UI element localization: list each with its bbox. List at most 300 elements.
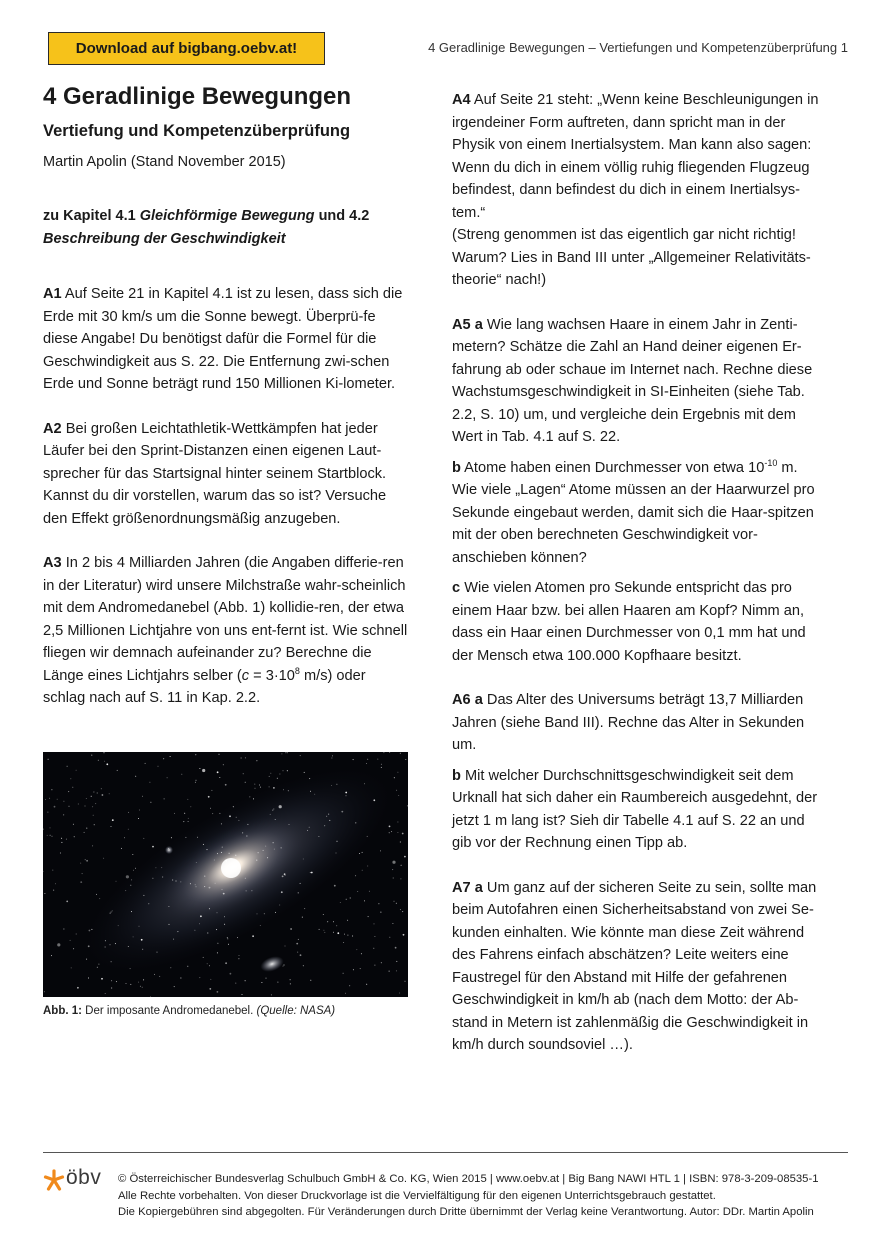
star [210,979,211,980]
star [309,827,310,828]
chapter-topic-2: Beschreibung der Geschwindigkeit [43,230,286,247]
star [97,793,98,794]
star [214,860,215,861]
star [298,939,299,940]
star [124,837,125,838]
star [111,826,112,827]
download-link-button[interactable]: Download auf bigbang.oebv.at! [48,32,325,65]
star [209,988,211,990]
star [394,901,395,902]
star [237,937,238,938]
star [287,770,288,771]
star [53,890,54,891]
star [362,852,363,853]
star [389,832,390,833]
star [283,966,284,967]
star [104,752,105,753]
star [373,948,374,949]
star [207,849,208,850]
star [256,760,257,761]
star [109,793,110,794]
star [383,752,384,753]
star [396,961,397,962]
star [239,955,240,956]
right-column [452,89,826,1057]
star [233,806,234,807]
star [163,758,164,759]
star [195,754,196,755]
task-text: Auf Seite 21 steht: „Wenn keine Beschleunigungen in irgendeiner Form auftreten, dann spricht man in der Physik von einem Inertialsystem. Man kann also sagen: Wenn du dich in einem völlig ruhig fliegenden Flugzeug befindest, dann befindest du dich in einem Inertialsys-tem.“ [452,92,819,221]
star [54,806,56,808]
star [60,853,61,854]
star [49,798,50,799]
star [168,848,169,849]
task-text: Wie lang wachsen Haare in einem Jahr in Zenti-metern? Schätze die Zahl an Hand deiner eigenen Er-fahrung ab oder schaue im Internet nach. Rechne diese Wachstumsgeschwindigkeit in SI-Einheiten (siehe Tab. 2.2, S. 10) um, und vergleiche dein Ergebnis mit dem Wert in Tab. 4.1 auf S. 22. [452,316,813,445]
task-label: A6 [452,692,471,708]
star [97,967,98,968]
star [116,981,117,982]
star [346,795,347,796]
satellite-galaxy-m110 [258,953,285,974]
star [143,838,144,839]
star [219,754,220,755]
star [111,988,112,989]
star [260,925,261,926]
caption-label: Abb. 1: [43,1005,82,1017]
star [68,791,69,792]
page-title: 4 Geradlinige Bewegungen [43,83,352,110]
task-label: A3 [43,555,62,571]
star [389,937,390,938]
star [249,796,250,797]
star [139,810,140,811]
star [112,910,113,911]
star [66,839,67,840]
star [78,804,79,805]
star [105,947,106,948]
star [148,903,149,904]
star [381,764,382,765]
star [364,900,365,901]
star [121,848,122,849]
star [353,759,354,760]
star [285,752,286,753]
star [245,878,246,879]
star [199,923,200,924]
star [396,970,397,971]
star [290,979,291,980]
star [190,883,191,884]
star [130,984,131,985]
star [57,943,60,946]
star [88,945,90,947]
star [207,933,208,934]
star [103,858,104,859]
star [176,881,177,882]
star [169,924,170,925]
star [346,899,347,900]
star [352,936,353,937]
star [381,962,382,963]
star [154,974,155,975]
star [106,763,108,765]
star [303,859,304,860]
star [116,881,117,882]
star [362,870,363,871]
star [142,796,143,797]
star [99,898,100,899]
star [141,939,143,941]
footer-text [118,1171,853,1221]
star [289,824,290,825]
star [255,788,256,789]
task-a6a [452,689,826,757]
star [112,819,114,821]
star [337,932,339,934]
star [185,837,186,838]
star [104,761,105,762]
star [290,928,292,930]
star [224,916,225,917]
star [61,842,62,843]
star [324,825,325,826]
star [48,759,49,760]
star [304,772,305,773]
exponent: -10 [764,457,778,468]
star [318,836,319,837]
star [181,774,182,775]
star [139,926,140,927]
star [274,849,275,850]
star [236,817,237,818]
star [199,977,200,978]
page-subtitle: Vertiefung und Kompetenzüberprüfung [43,122,351,140]
star [173,939,174,940]
star [207,963,208,964]
task-a6b [452,765,826,855]
star [105,940,106,941]
figure-caption [43,1005,335,1017]
star [199,768,200,769]
task-label: A1 [43,286,62,302]
star [61,838,62,839]
formula-var: c [241,667,250,684]
star [70,940,71,941]
star [138,982,139,983]
star [217,943,218,944]
star [270,814,271,815]
formula-exp: 8 [294,665,300,676]
star [128,946,129,947]
star [133,936,134,937]
star [215,883,216,884]
star [130,968,131,969]
star [142,949,143,950]
star [227,938,228,939]
star [373,799,375,801]
star [271,994,272,995]
task-text: In 2 bis 4 Milliarden Jahren (die Angaben differie-ren in der Literatur) wird unsere Milchstraße wahr-scheinlich mit dem Andromedanebel (Abb. 1) kollidie-ren, der etwa 2,5 Millionen Lichtjahre von uns ent-fernt ist. Wie schnell fliegen wir demnach aufeinander zu? Berechne die Länge eines Lichtjahrs selber [43,555,408,684]
star [135,868,136,869]
star [336,853,337,854]
formula-rest: m/s) oder schlag nach auf S. 11 in Kap. 2.2. [43,667,366,706]
star [130,885,131,886]
star [253,798,254,799]
star [45,799,46,800]
star [143,979,144,980]
star [287,752,288,753]
star [135,776,136,777]
star [84,832,85,833]
star [177,931,178,932]
star [300,954,302,956]
star [392,869,393,870]
star [76,770,77,771]
star [69,806,70,807]
star [203,844,204,845]
star [219,777,220,778]
star [374,923,375,924]
star [228,944,229,945]
star [118,925,119,926]
star [170,756,171,757]
star [256,860,257,861]
star [225,962,227,964]
footer-line-rights: Alle Rechte vorbehalten. Von dieser Druckvorlage ist die Vervielfältigung für den eigenen Unterrichtsgebrauch gestattet. [118,1189,716,1202]
star [190,806,191,807]
star [396,790,397,791]
star [275,819,276,820]
star [327,921,328,922]
task-a5b [452,457,826,570]
star [188,818,189,819]
star [392,861,395,864]
star [152,878,153,879]
star [397,832,398,833]
chapter-heading [43,205,409,250]
star [101,788,102,789]
star [381,767,382,768]
task-a1 [43,283,409,396]
star [204,886,205,887]
star [400,842,401,843]
star [331,785,332,786]
star [272,810,273,811]
star [360,968,361,969]
star [86,798,87,799]
star [195,782,196,783]
star [149,782,150,783]
star [91,755,92,756]
star [396,903,397,904]
star [334,885,336,887]
star [367,866,368,867]
star [319,929,320,930]
task-label: A5 [452,316,471,333]
star [368,916,369,917]
star [93,815,94,816]
star [95,803,96,804]
star [85,806,86,807]
star [310,872,311,873]
star [229,853,230,854]
star [197,837,198,838]
task-text-post: m. Wie viele „Lagen“ Atome müssen an der Haarwurzel pro Sekunde eingebaut werden, damit sich die Haar-spitzen mit der oben berechneten Geschwindigkeit vor-anschieben können? [452,459,815,566]
star [245,757,246,758]
star [51,789,52,790]
star [355,875,356,876]
star [85,859,86,860]
star [221,823,222,824]
star [400,909,401,910]
star [265,846,266,847]
star [269,786,270,787]
star [267,857,268,858]
star [180,881,181,882]
star [245,782,246,783]
star [242,994,243,995]
star [405,759,406,760]
star [277,778,278,779]
star [333,921,334,922]
star [344,934,345,935]
task-text-pre: Atome haben einen Durchmesser von etwa 10 [464,459,765,476]
star [343,973,344,974]
star [50,835,51,836]
star [359,853,360,854]
star [208,796,210,798]
task-a4-note: (Streng genommen ist das eigentlich gar nicht richtig! Warum? Lies in Band III unter „Allgemeiner Relativitäts-theorie“ nach!) [452,227,811,288]
author-line: Martin Apolin (Stand November 2015) [43,154,286,170]
star [217,952,218,953]
task-a2 [43,418,409,531]
star [285,946,286,947]
subtask-label: a [474,316,483,333]
star [143,895,144,896]
star [266,978,267,979]
caption-source: (Quelle: NASA) [256,1005,336,1017]
star [260,787,261,788]
star [243,773,244,774]
star [172,880,173,881]
star [345,792,347,794]
star [310,791,311,792]
star [235,983,236,984]
star [324,932,325,933]
star [261,982,262,983]
star [345,993,346,994]
star [389,971,390,972]
star [407,805,408,806]
star [402,833,404,835]
star [128,812,129,813]
star [347,920,348,921]
star [63,801,64,802]
star [300,755,301,756]
star [183,821,184,822]
star [131,911,132,912]
star [126,875,129,878]
star [52,870,53,871]
star [349,985,350,986]
star [224,924,225,925]
star [209,887,211,889]
star [222,847,223,848]
star [72,787,73,788]
star [219,813,220,814]
star [302,917,303,918]
star [140,986,141,987]
star [281,891,283,893]
task-a7a [452,877,826,1057]
star [401,865,402,866]
star [96,894,97,895]
star [187,966,188,967]
star [80,881,82,883]
star [269,776,270,777]
star [303,965,304,966]
star [57,799,58,800]
star [128,829,129,830]
star [307,830,308,831]
star [235,855,236,856]
task-text: Bei großen Leichtathletik-Wettkämpfen hat jeder Läufer bei den Sprint-Distanzen einen eigenen Laut-sprecher für das Startsignal hinter seinem Startblock. Kannst du dir vorstellen, warum das so ist? Versuche den Effekt größenordnungsmäßig anzugeben. [43,420,387,527]
star [86,860,88,862]
star [74,836,75,837]
star [283,789,284,790]
star [73,824,74,825]
star [102,794,104,796]
star [131,879,132,880]
star [125,890,126,891]
star [333,932,334,933]
star [47,835,48,836]
star [340,902,341,903]
star [158,766,159,767]
task-label: A7 [452,879,471,896]
andromeda-image [43,752,408,997]
star [111,912,112,913]
formula-open: ( [236,667,242,684]
star [357,891,358,892]
star [323,914,324,915]
star [329,820,330,821]
star [257,913,258,914]
star [326,816,327,817]
star [105,993,106,994]
star [238,820,239,821]
star [245,980,246,981]
star [89,930,91,932]
star [110,944,111,945]
star [94,824,95,825]
star [98,760,99,761]
star [70,778,71,779]
star [126,983,127,984]
task-text: Mit welcher Durchschnittsgeschwindigkeit seit dem Urknall hat sich daher ein Raumbereich ausgedehnt, der jetzt 1 m lang ist? Sieh dir Tabelle 4.1 auf S. 22 an und gib vor der Rechnung einen Tipp ab. [452,767,818,851]
star [211,790,212,791]
star [217,853,218,854]
star [150,996,151,997]
star [393,878,394,879]
star [336,925,337,926]
star [241,758,242,759]
star [288,790,289,791]
star [91,929,92,930]
star [204,876,205,877]
galaxy-nucleus [221,858,241,878]
subtask-label: a [474,692,483,708]
